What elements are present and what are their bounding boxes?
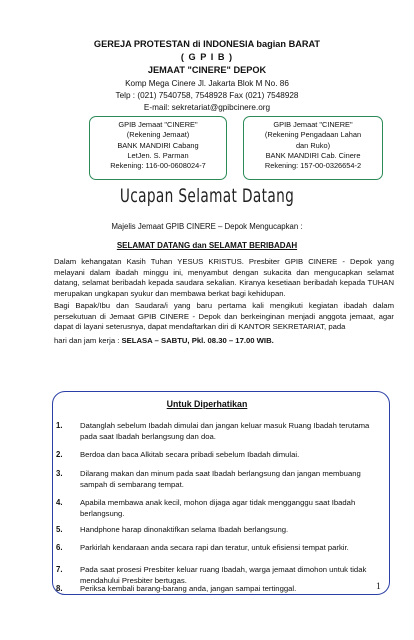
notice-item-number: 3. — [56, 469, 63, 478]
welcome-banner: Ucapan Selamat Datang — [119, 185, 295, 207]
notice-item — [56, 583, 380, 594]
notice-item-text: Dilarang makan dan minum pada saat Ibadah berlangsung dan jangan membuang sampah di sembarang tempat. — [80, 469, 361, 490]
notice-item — [56, 497, 380, 519]
bank-account-box-jemaat — [89, 116, 227, 180]
bank-branch: LetJen. S. Parman — [127, 150, 189, 160]
church-email: E-mail: sekretariat@gpibcinere.org — [143, 103, 271, 112]
notice-item-text: Apabila membawa anak kecil, mohon dijaga agar tidak mengganggu saat Ibadah berlangsung. — [80, 498, 356, 519]
church-phone: Telp : (021) 7540758, 7548928 Fax (021) 7548928 — [115, 91, 299, 100]
notice-item — [56, 524, 380, 535]
notice-item — [56, 449, 380, 460]
notice-item-text: Handphone harap dinonaktifkan selama Ibadah berlangsung. — [80, 525, 289, 534]
page-number: 1 — [376, 582, 381, 592]
notice-item-text: Periksa kembali barang-barang anda, jangan sampai tertinggal. — [80, 584, 297, 593]
welcome-heading: SELAMAT DATANG dan SELAMAT BERIBADAH — [116, 241, 298, 250]
notice-title: Untuk Diperhatikan — [166, 399, 248, 409]
notice-item — [56, 420, 380, 442]
notice-item-number: 1. — [56, 421, 63, 430]
bank-account-box-lahan — [243, 116, 383, 180]
bank-account-purpose: (Rekening Pengadaan Lahan — [264, 130, 362, 140]
notice-item-text: Parkirlah kendaraan anda secara rapi dan teratur, untuk efisiensi tempat parkir. — [80, 543, 349, 552]
church-name: GEREJA PROTESTAN di INDONESIA bagian BARAT — [93, 39, 321, 49]
bank-account-name: GPIB Jemaat "CINERE" — [273, 120, 353, 129]
congregation-name: JEMAAT "CINERE" DEPOK — [147, 65, 267, 75]
bank-name: BANK MANDIRI Cab. Cinere — [265, 150, 361, 160]
office-hours-prefix: hari dan jam kerja : — [54, 336, 120, 345]
church-address: Komp Mega Cinere Jl. Jakarta Blok M No. 86 — [125, 79, 289, 88]
notice-item-number: 6. — [56, 543, 63, 552]
notice-item-text: Berdoa dan baca Alkitab secara pribadi sebelum Ibadah dimulai. — [80, 450, 300, 459]
notice-item-number: 8. — [56, 584, 63, 593]
bank-account-number: Rekening: 157-00-0326654-2 — [264, 161, 362, 171]
bank-account-number: Rekening: 116-00-0608024-7 — [110, 161, 206, 171]
notice-item-text: Pada saat prosesi Presbiter keluar ruang Ibadah, warga jemaat dimohon untuk tidak mendahului Presbiter bertugas. — [80, 565, 367, 586]
notice-item-number: 5. — [56, 525, 63, 534]
welcome-paragraph: Dalam kehangatan Kasih Tuhan YESUS KRISTUS. Presbiter GPIB CINERE - Depok yang melayani dalam ibadah minggu ini, menyambut dengan sukacita dan mengucapkan selamat datang, selamat beribadah kepada saudara sekalian. Kiranya kesetiaan beribadah kepada TUHAN merupakan ungkapan syukur dan membawa berkat bagi kehidupan. — [54, 257, 394, 298]
bank-account-purpose-cont: dan Ruko) — [295, 140, 331, 150]
bank-name: BANK MANDIRI Cabang — [117, 140, 199, 150]
welcome-subtitle: Majelis Jemaat GPIB CINERE – Depok Mengucapkan : — [111, 222, 303, 231]
bank-account-purpose: (Rekening Jemaat) — [126, 130, 190, 140]
notice-item-number: 4. — [56, 498, 63, 507]
church-abbreviation: ( G P I B ) — [180, 52, 234, 62]
bank-account-name: GPIB Jemaat "CINERE" — [118, 120, 198, 129]
notice-item-number: 7. — [56, 565, 63, 574]
office-hours-line — [54, 336, 394, 347]
notice-item — [56, 468, 380, 490]
office-hours: SELASA – SABTU, Pkl. 08.30 – 17.00 WIB — [121, 336, 272, 345]
registration-paragraph: Bagi Bapak/Ibu dan Saudara/i yang baru pertama kali mengikuti kegiatan ibadah dalam persekutuan di Jemaat GPIB CINERE - Depok dan berkeinginan menjadi anggota jemaat, agar dapat di layani seterusnya, dapat mendaftarkan diri di KANTOR SEKRETARIAT, pada — [54, 301, 394, 332]
notice-item-number: 2. — [56, 450, 63, 459]
notice-item — [56, 542, 380, 553]
notice-item-text: Datanglah sebelum Ibadah dimulai dan jangan keluar masuk Ruang Ibadah terutama pada saat Ibadah berlangsung dan doa. — [80, 421, 370, 442]
office-hours-period: . — [271, 336, 274, 345]
